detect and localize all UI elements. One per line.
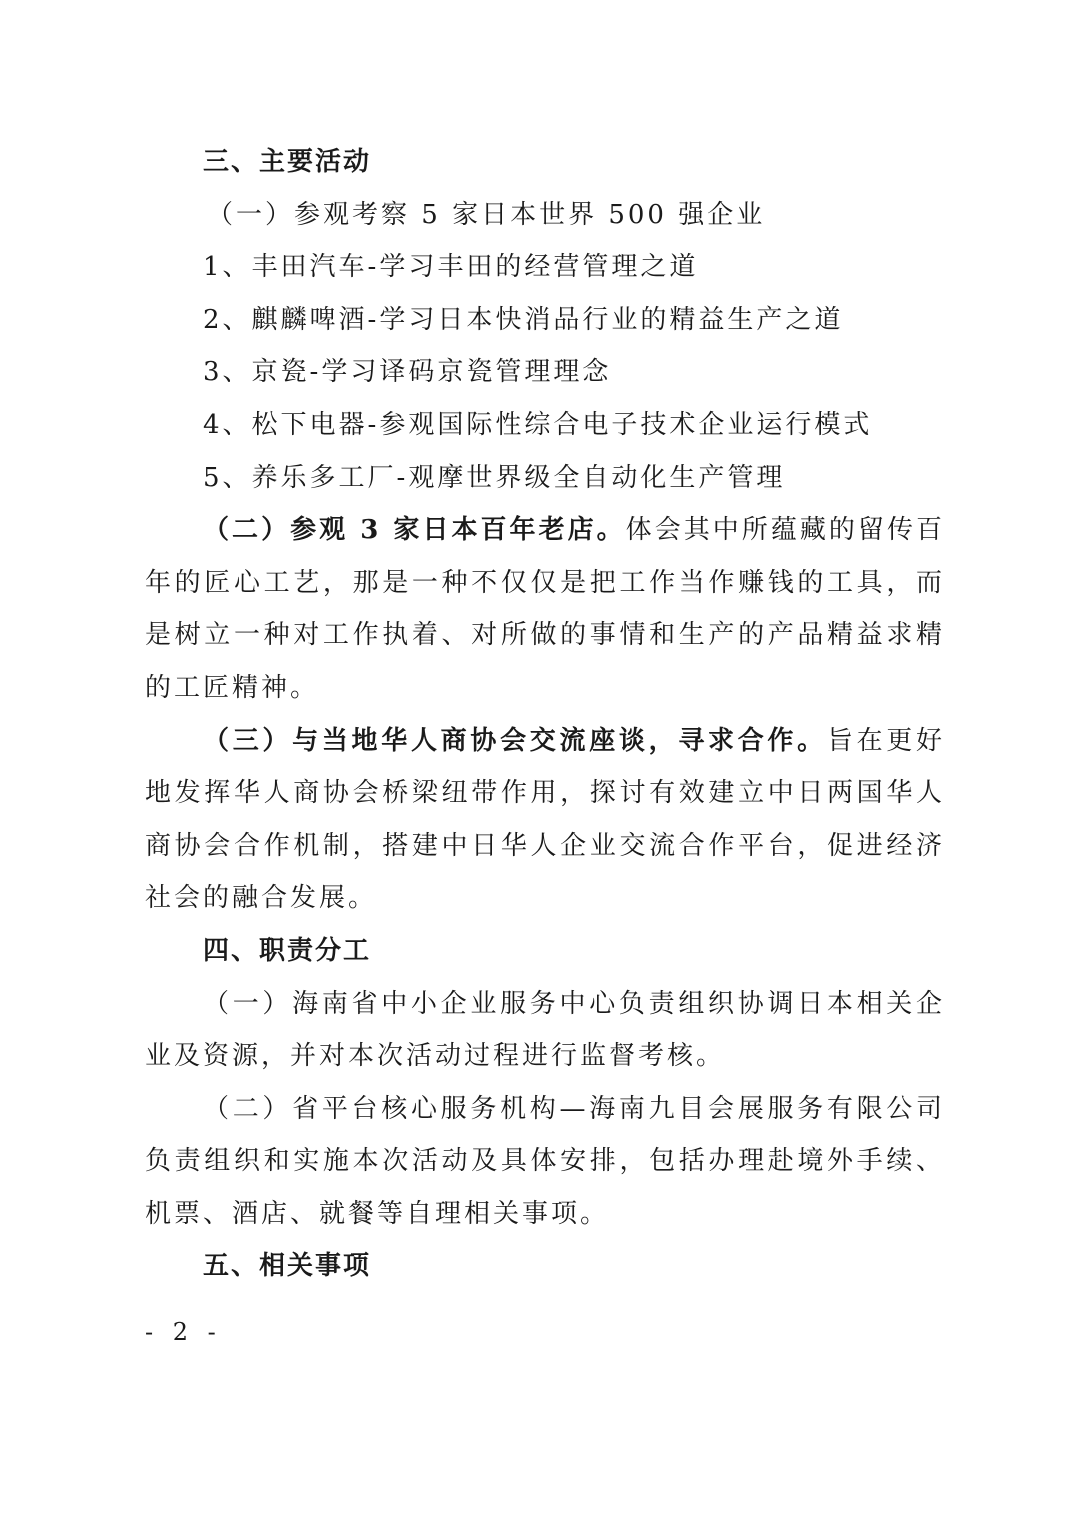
section-heading-related-matters: 五、相关事项 bbox=[203, 1251, 372, 1282]
list-item: 3、京瓷-学习译码京瓷管理理念 bbox=[203, 357, 612, 388]
paragraph-body-chinese-chamber-exchange: 旨在更好地发挥华人商协会桥梁纽带作用，探讨有效建立中日两国华人商协会合作机制，搭建中日华人企业交流合作平台，促进经济社会的融合发展。 bbox=[145, 725, 945, 914]
paragraph-responsibility-2: （二）省平台核心服务机构—海南九目会展服务有限公司负责组织和实施本次活动及具体安排，包括办理赴境外手续、机票、酒店、就餐等自理相关事项。 bbox=[145, 1093, 945, 1229]
paragraph-chinese-chamber-exchange bbox=[145, 715, 945, 925]
list-item: 5、养乐多工厂-观摩世界级全自动化生产管理 bbox=[203, 462, 786, 493]
subsection-title-chinese-chamber-exchange: （三）与当地华人商协会交流座谈，寻求合作。 bbox=[203, 725, 827, 756]
page-number: - 2 - bbox=[145, 1318, 222, 1346]
list-item: 4、松下电器-参观国际性综合电子技术企业运行模式 bbox=[203, 409, 873, 440]
subsection-title-fortune500-visits: （一）参观考察 5 家日本世界 500 强企业 bbox=[207, 199, 766, 230]
paragraph-body-century-old-shops: 体会其中所蕴藏的留传百年的匠心工艺，那是一种不仅仅是把工作当作赚钱的工具，而是树立一种对工作执着、对所做的事情和生产的产品精益求精的工匠精神。 bbox=[145, 515, 945, 703]
list-item: 1、丰田汽车-学习丰田的经营管理之道 bbox=[203, 252, 699, 283]
section-heading-responsibilities: 四、职责分工 bbox=[203, 935, 372, 966]
subsection-title-century-old-shops: （二）参观 3 家日本百年老店。 bbox=[203, 515, 626, 546]
section-heading-main-activities: 三、主要活动 bbox=[203, 147, 372, 177]
paragraph-century-old-shops bbox=[145, 504, 945, 714]
paragraph-responsibility-1: （一）海南省中小企业服务中心负责组织协调日本相关企业及资源，并对本次活动过程进行监督考核。 bbox=[145, 988, 945, 1072]
document-body bbox=[145, 136, 945, 1293]
list-item: 2、麒麟啤酒-学习日本快消品行业的精益生产之道 bbox=[203, 304, 844, 335]
